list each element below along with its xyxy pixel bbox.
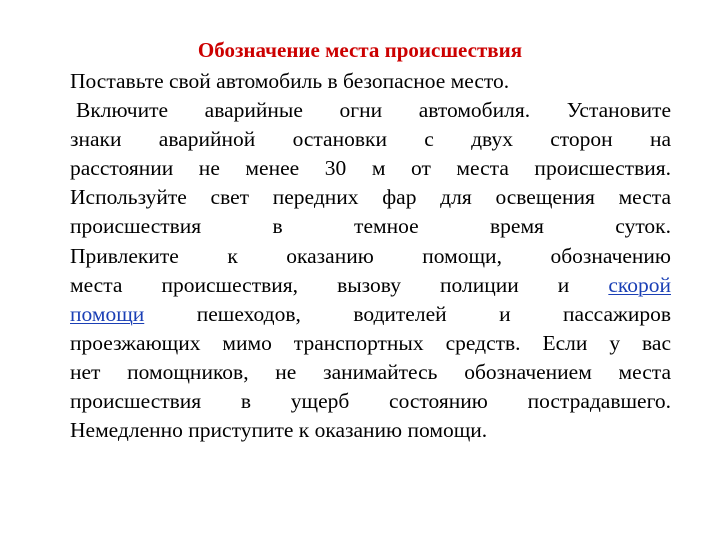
body-text — [70, 67, 671, 445]
text-line-1: Включите аварийные огни автомобиля. Установите — [76, 98, 671, 123]
text-line-2: знаки аварийной остановки с двух сторон на — [70, 127, 671, 152]
text-line-4: Используйте свет передних фар для освещения места — [70, 185, 671, 210]
text-line-9: проезжающих мимо транспортных средств. Если у вас — [70, 330, 671, 355]
text-line-5: происшествия в темное время суток. — [70, 214, 671, 239]
text-line-12: Немедленно приступите к оказанию помощи. — [70, 418, 488, 443]
text-line-11: происшествия в ущерб состоянию пострадавшего. — [70, 389, 671, 414]
ambulance-link-part-1[interactable]: скорой — [608, 272, 671, 297]
text-line-3: расстоянии не менее 30 м от места происшествия. — [70, 156, 671, 181]
text-line-6: Привлеките к оказанию помощи, обозначению — [70, 243, 671, 268]
text-line-8-text: пешеходов, водителей и пассажиров — [196, 301, 671, 326]
text-line-8 — [70, 300, 671, 329]
text-line-7 — [70, 271, 671, 300]
text-line-10: нет помощников, не занимайтесь обозначением места — [70, 359, 671, 384]
ambulance-link-part-2[interactable]: помощи — [70, 301, 145, 326]
paragraph-1-line: Поставьте свой автомобиль в безопасное место. — [70, 69, 510, 93]
slide-title: Обозначение места происшествия — [197, 38, 523, 62]
text-line-7-text: места происшествия, вызову полиции и — [70, 272, 609, 297]
